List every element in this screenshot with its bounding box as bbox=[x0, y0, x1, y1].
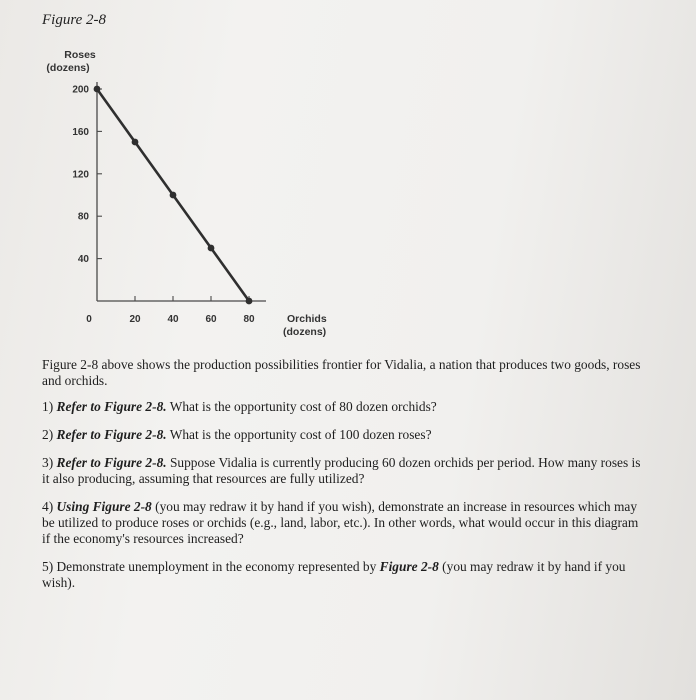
x-axis-title-line2: (dozens) bbox=[283, 326, 327, 338]
y-tick-label: 200 bbox=[72, 84, 89, 96]
y-tick-label: 120 bbox=[72, 169, 89, 181]
q2-text: What is the opportunity cost of 100 dozen roses? bbox=[166, 427, 432, 442]
ppf-series bbox=[94, 86, 253, 305]
ppf-point bbox=[94, 86, 101, 93]
question-5 bbox=[42, 559, 642, 591]
q4-number: 4) bbox=[42, 499, 54, 514]
q1-text: What is the opportunity cost of 80 dozen orchids? bbox=[166, 399, 437, 414]
q5-reference: Figure 2-8 bbox=[379, 559, 439, 574]
x-tick-label: 80 bbox=[243, 314, 255, 325]
q3-text: Suppose Vidalia is currently producing 60 dozen orchids per period. How many roses is it also producing, assuming that resources are fully utilized? bbox=[42, 455, 641, 486]
q1-number: 1) bbox=[42, 399, 54, 414]
q5-pre: Demonstrate unemployment in the economy represented by bbox=[53, 559, 380, 574]
ppf-point bbox=[132, 139, 139, 146]
question-3 bbox=[42, 455, 642, 487]
question-text bbox=[42, 357, 642, 603]
q4-text: (you may redraw it by hand if you wish), demonstrate an increase in resources which may be utilized to produce roses or orchids (e.g., land, labor, etc.). In other words, what would occur in this diagram if the economy's resources increased? bbox=[42, 499, 639, 546]
y-tick-label: 40 bbox=[77, 254, 89, 266]
q4-reference: Using Figure 2-8 bbox=[56, 499, 152, 514]
intro-paragraph: Figure 2-8 above shows the production possibilities frontier for Vidalia, a nation that produces two goods, roses and orchids. bbox=[42, 357, 641, 388]
q5-text: (you may redraw it by hand if you wish). bbox=[42, 559, 626, 590]
q2-reference: Refer to Figure 2-8. bbox=[56, 427, 167, 442]
axis-ticks bbox=[72, 85, 255, 326]
y-tick-label: 160 bbox=[72, 126, 89, 138]
ppf-point bbox=[246, 298, 253, 305]
q2-number: 2) bbox=[42, 427, 54, 442]
x-tick-label: 40 bbox=[167, 314, 179, 325]
y-tick-label: 80 bbox=[77, 211, 89, 223]
ppf-point bbox=[208, 245, 215, 252]
ppf-point bbox=[170, 192, 177, 199]
question-1 bbox=[42, 399, 642, 415]
figure-label: Figure 2-8 bbox=[42, 12, 107, 28]
q3-reference: Refer to Figure 2-8. bbox=[56, 455, 167, 470]
question-4 bbox=[42, 499, 642, 547]
x-tick-label: 60 bbox=[205, 314, 217, 325]
q5-number: 5) bbox=[42, 559, 54, 574]
question-2 bbox=[42, 427, 642, 443]
x-tick-label: 0 bbox=[86, 314, 92, 325]
y-axis-title-line1: Roses bbox=[64, 49, 96, 61]
q1-reference: Refer to Figure 2-8. bbox=[56, 399, 167, 414]
x-axis-title-line1: Orchids bbox=[287, 313, 327, 325]
q3-number: 3) bbox=[42, 455, 54, 470]
x-tick-label: 20 bbox=[129, 314, 141, 325]
y-axis-title-line2: (dozens) bbox=[46, 62, 90, 74]
